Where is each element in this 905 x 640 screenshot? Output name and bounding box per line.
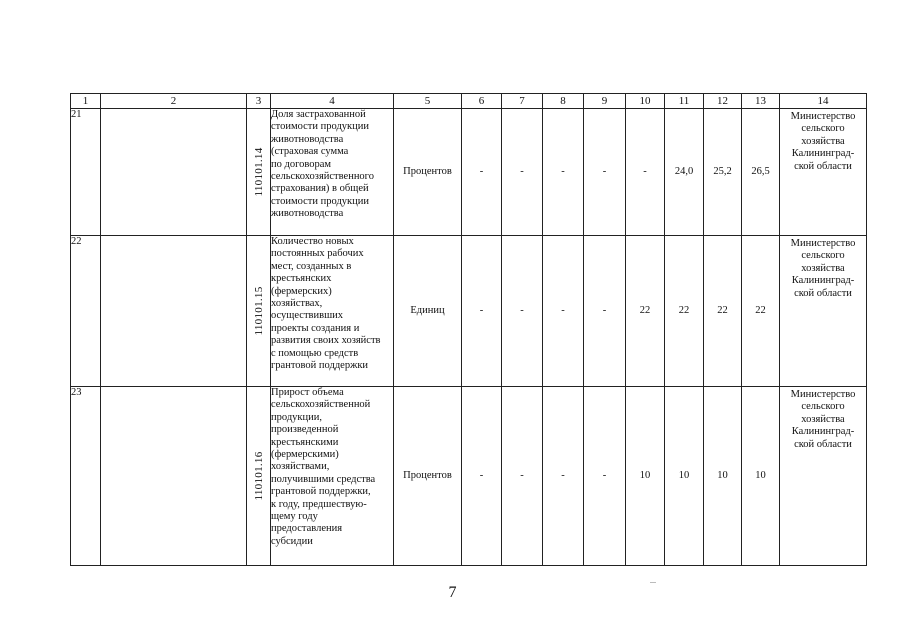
value-cell: - (462, 109, 502, 236)
description-line: осуществивших (271, 310, 344, 322)
description-line: (страховая сумма (271, 146, 349, 158)
indicator-description-cell (271, 236, 394, 387)
table-row (71, 387, 867, 566)
description-line: хозяйствами, (271, 461, 330, 473)
description-line: (фермерскими) (271, 449, 339, 461)
header-cell: 2 (101, 94, 247, 109)
program-name-cell (101, 387, 247, 566)
header-cell: 9 (584, 94, 626, 109)
value-cell: 10 (704, 387, 742, 566)
description-line: животноводства (271, 133, 344, 145)
description-line: предоставления (271, 523, 343, 535)
value-cell: - (543, 236, 584, 387)
org-line: сельского (801, 123, 845, 135)
description-line: произведенной (271, 424, 339, 436)
responsible-org-cell (780, 109, 867, 236)
description-line: мест, созданных в (271, 260, 352, 272)
value-cell: 10 (665, 387, 704, 566)
unit-cell: Процентов (394, 109, 462, 236)
value-cell: - (502, 236, 543, 387)
header-cell: 13 (742, 94, 780, 109)
description-line: к году, предшествую- (271, 498, 367, 510)
value-cell: - (502, 387, 543, 566)
scan-artifact (650, 582, 656, 583)
indicator-description-cell (271, 387, 394, 566)
description-line: получившими средства (271, 473, 376, 485)
header-cell: 1 (71, 94, 101, 109)
description-line: постоянных рабочих (271, 248, 364, 260)
description-line: щему году (271, 511, 318, 523)
unit-cell: Процентов (394, 387, 462, 566)
description-line: субсидии (271, 535, 313, 547)
org-line: Калининград- (791, 148, 855, 160)
description-line: крестьянских (271, 273, 332, 285)
description-line: грантовой поддержки (271, 360, 369, 372)
description-line: стоимости продукции (271, 195, 369, 207)
row-number-cell: 21 (71, 109, 101, 236)
org-line: хозяйства (801, 413, 845, 425)
description-line: грантовой поддержки, (271, 486, 371, 498)
value-cell: 22 (704, 236, 742, 387)
value-cell: - (626, 109, 665, 236)
indicator-code: 110101.14 (252, 147, 265, 197)
description-line: проекты создания и (271, 322, 360, 334)
row-number-cell: 22 (71, 236, 101, 387)
indicator-code: 110101.15 (252, 286, 265, 336)
header-cell: 11 (665, 94, 704, 109)
header-cell: 4 (271, 94, 394, 109)
org-line: хозяйства (801, 135, 845, 147)
indicator-code: 110101.16 (252, 451, 265, 501)
value-cell: - (584, 387, 626, 566)
table-row (71, 109, 867, 236)
description-line: хозяйствах, (271, 298, 323, 310)
org-line: сельского (801, 401, 845, 413)
description-line: крестьянскими (271, 436, 339, 448)
header-cell: 7 (502, 94, 543, 109)
value-cell: - (502, 109, 543, 236)
value-cell: 10 (742, 387, 780, 566)
program-name-cell (101, 109, 247, 236)
value-cell: - (462, 236, 502, 387)
header-cell: 6 (462, 94, 502, 109)
unit-cell: Единиц (394, 236, 462, 387)
org-line: Министерство (790, 111, 856, 122)
header-cell: 12 (704, 94, 742, 109)
value-cell: 10 (626, 387, 665, 566)
header-cell: 5 (394, 94, 462, 109)
org-line: ской области (794, 160, 852, 172)
description-line: развития своих хозяйств (271, 335, 381, 347)
description-line: страхования) в общей (271, 183, 369, 195)
value-cell: - (543, 109, 584, 236)
header-row (71, 94, 867, 109)
responsible-org-cell (780, 387, 867, 566)
row-number-cell: 23 (71, 387, 101, 566)
description-line: (фермерских) (271, 285, 332, 297)
description-line: Доля застрахованной (271, 109, 366, 120)
value-cell: 24,0 (665, 109, 704, 236)
description-line: сельскохозяйственного (271, 171, 374, 183)
value-cell: - (584, 109, 626, 236)
page-number: 7 (448, 584, 457, 601)
indicator-code-cell (247, 109, 271, 236)
program-name-cell (101, 236, 247, 387)
responsible-org-cell (780, 236, 867, 387)
org-line: Калининград- (791, 426, 855, 438)
org-line: Министерство (790, 238, 856, 249)
indicator-code-cell (247, 387, 271, 566)
table-row (71, 236, 867, 387)
org-line: сельского (801, 250, 845, 262)
org-line: Калининград- (791, 275, 855, 287)
value-cell: - (584, 236, 626, 387)
org-line: ской области (794, 287, 852, 299)
org-line: хозяйства (801, 262, 845, 274)
description-line: Количество новых (271, 236, 354, 247)
description-line: Прирост объема (271, 387, 344, 398)
indicator-description-cell (271, 109, 394, 236)
description-line: животноводства (271, 208, 344, 220)
value-cell: 22 (626, 236, 665, 387)
description-line: сельскохозяйственной (271, 399, 371, 411)
org-line: ской области (794, 438, 852, 450)
header-cell: 14 (780, 94, 867, 109)
value-cell: 25,2 (704, 109, 742, 236)
value-cell: - (543, 387, 584, 566)
value-cell: 26,5 (742, 109, 780, 236)
description-line: стоимости продукции (271, 121, 369, 133)
description-line: продукции, (271, 411, 322, 423)
header-cell: 3 (247, 94, 271, 109)
header-cell: 8 (543, 94, 584, 109)
value-cell: - (462, 387, 502, 566)
description-line: по договорам (271, 158, 332, 170)
value-cell: 22 (742, 236, 780, 387)
header-cell: 10 (626, 94, 665, 109)
value-cell: 22 (665, 236, 704, 387)
description-line: с помощью средств (271, 347, 359, 359)
indicators-table (70, 93, 867, 566)
indicator-code-cell (247, 236, 271, 387)
org-line: Министерство (790, 389, 856, 400)
